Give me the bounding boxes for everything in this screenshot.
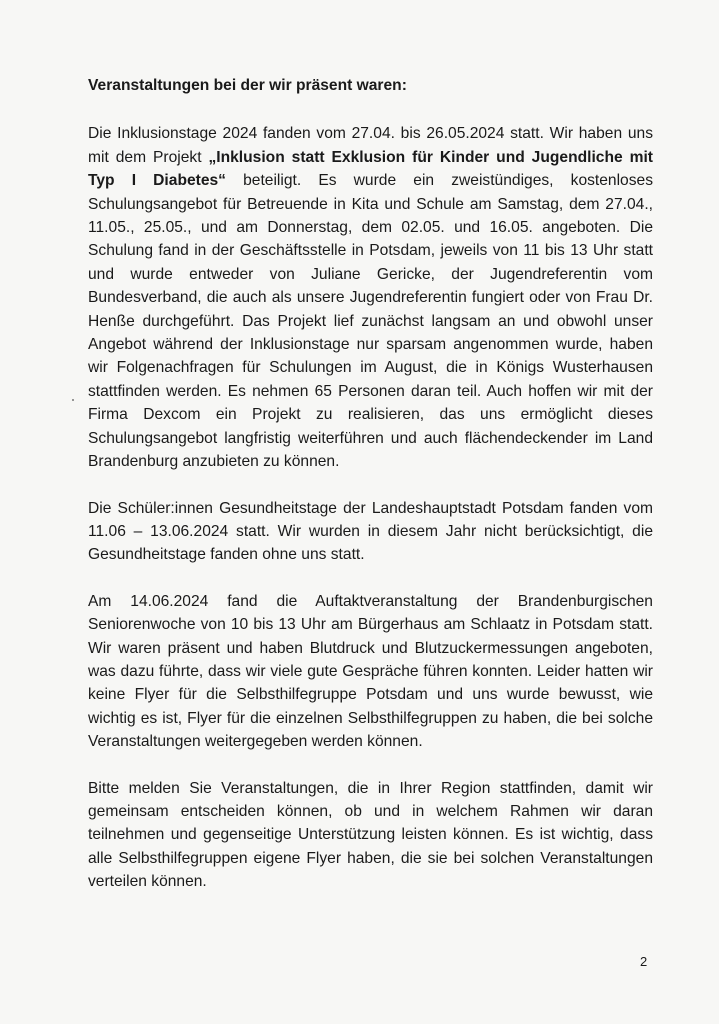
page-number: 2: [640, 954, 648, 969]
paragraph-inklusionstage: [88, 122, 653, 473]
section-heading: Veranstaltungen bei der wir präsent waren:: [88, 77, 407, 94]
paragraph-appeal: Bitte melden Sie Veranstaltungen, die in Ihrer Region stattfinden, damit wir gemeinsam entscheiden können, ob und in welchem Rahmen wir daran teilnehmen und gegenseitige Unterstützung leisten können. Es ist wichtig, dass alle Selbsthilfegruppen eigene Flyer haben, die sie bei solchen Veranstaltungen verteilen können.: [88, 779, 653, 891]
scan-speck: [72, 399, 74, 401]
paragraph-inklusionstage-body: beteiligt. Es wurde ein zweistündiges, kostenloses Schulungsangebot für Betreuende in Kita und Schule am Samstag, dem 27.04., 11.05., 25.05., und am Donnerstag, dem 02.05. und 16.05. angeboten. Die Schulung fand in der Geschäftsstelle in Potsdam, jeweils von 11 bis 13 Uhr statt und wurde entweder von Juliane Gericke, der Jugendreferentin vom Bundesverband, die auch als unsere Jugendreferentin fungiert oder von Frau Dr. Henße durchgeführt. Das Projekt lief zunächst langsam an und obwohl unser Angebot während der Inklusionstage nur sparsam angenommen wurde, haben wir Folgenachfragen für Schulungen im August, die in Königs Wusterhausen stattfinden werden. Es nehmen 65 Personen daran teil. Auch hoffen wir mit der Firma Dexcom ein Projekt zu realisieren, das uns ermöglicht dieses Schulungsangebot langfristig weiterführen und auch flächendeckender im Land Brandenburg anzubieten zu können.: [88, 172, 653, 471]
paragraph-gesundheitstage: Die Schüler:innen Gesundheitstage der Landeshauptstadt Potsdam fanden vom 11.06 – 13.06.2024 statt. Wir wurden in diesem Jahr nicht berücksichtigt, die Gesundheitstage fanden ohne uns statt.: [88, 499, 653, 564]
paragraph-inklusionstage-intro: Die Inklusionstage 2024 fanden vom 27.04. bis 26.05.2024 statt. Wir haben uns mit dem Projekt: [88, 125, 653, 166]
paragraph-seniorenwoche: Am 14.06.2024 fand die Auftaktveranstaltung der Brandenburgischen Seniorenwoche von 10 bis 13 Uhr am Bürgerhaus am Schlaatz in Potsdam statt. Wir waren präsent und haben Blutdruck und Blutzuckermessungen angeboten, was dazu führte, dass wir viele gute Gespräche führen konnten. Leider hatten wir keine Flyer für die Selbsthilfegruppe Potsdam und uns wurde bewusst, wie wichtig es ist, Flyer für die einzelnen Selbsthilfegruppen zu haben, die bei solche Veranstaltungen weitergegeben werden können.: [88, 592, 653, 751]
project-title: „Inklusion statt Exklusion für Kinder und Jugendliche mit Typ I Diabetes“: [88, 148, 653, 190]
document-body: [88, 74, 653, 917]
